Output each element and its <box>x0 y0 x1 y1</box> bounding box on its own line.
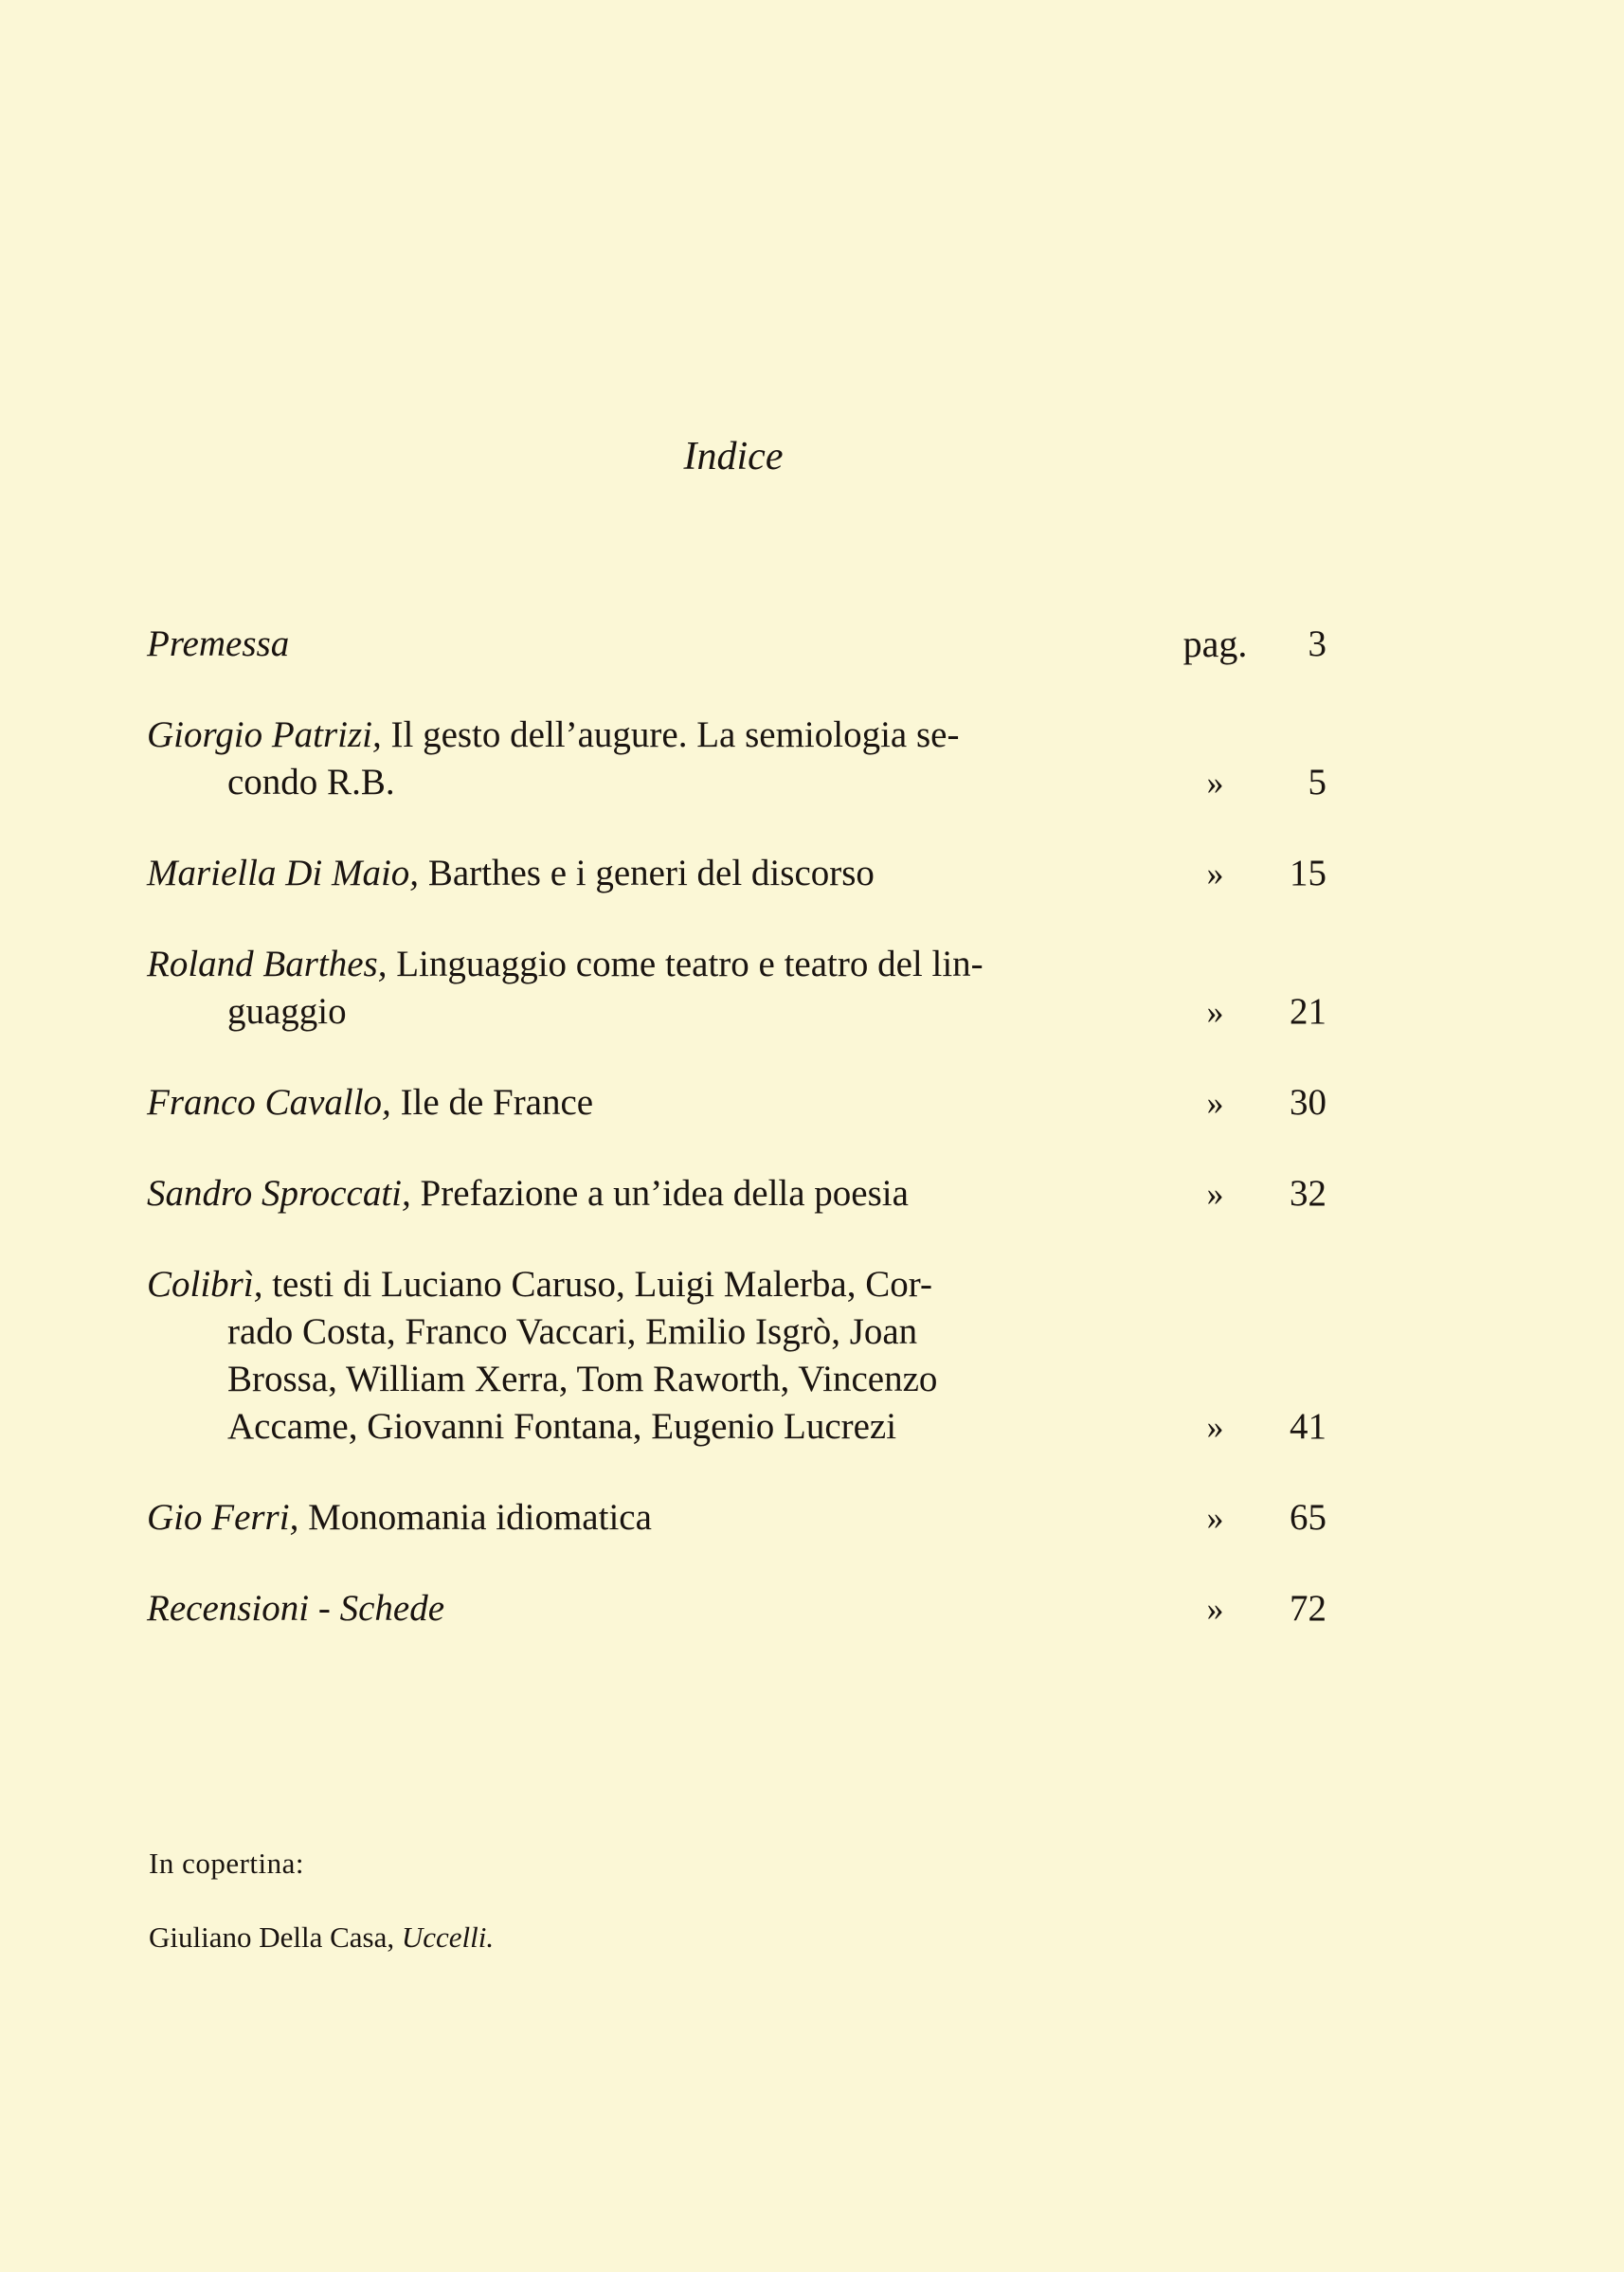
entry-text <box>147 850 1203 897</box>
entry-title: Ile de France <box>390 1082 594 1123</box>
toc-entry-patrizi <box>147 712 1326 806</box>
page-number: 21 <box>1290 991 1326 1032</box>
page-number: 3 <box>1308 623 1326 664</box>
entry-author: Premessa <box>147 623 290 664</box>
entry-title: Monomania idiomatica <box>298 1497 652 1538</box>
entry-text <box>147 1494 1203 1542</box>
entry-text <box>147 1170 1203 1217</box>
cover-artist: Giuliano Della Casa, <box>149 1920 402 1954</box>
page-number: 65 <box>1290 1497 1326 1538</box>
cover-credit <box>149 1919 494 1956</box>
ditto-marker: » <box>1206 993 1224 1031</box>
entry-author: Franco Cavallo, <box>147 1082 391 1123</box>
ditto-marker: » <box>1206 764 1224 802</box>
entry-text <box>147 1261 1203 1451</box>
toc-entry-colibri <box>147 1261 1326 1451</box>
entry-author: Giorgio Patrizi, <box>147 714 382 755</box>
cover-note <box>149 1845 494 1956</box>
entry-title: Il gesto dell’augure. La semiologia se- condo R.B. <box>227 714 960 802</box>
entry-title: Barthes e i generi del discorso <box>419 853 875 893</box>
page-title: Indice <box>683 435 784 478</box>
entry-title: Linguaggio come teatro e teatro del lin- guaggio <box>227 944 983 1032</box>
entry-title: Prefazione a un’idea della poesia <box>410 1173 909 1214</box>
ditto-marker: » <box>1206 1175 1224 1213</box>
entry-text <box>147 941 1203 1036</box>
entry-author: Sandro Sproccati, <box>147 1173 411 1214</box>
entry-text <box>147 621 1203 668</box>
page-number: 32 <box>1290 1173 1326 1214</box>
table-of-contents <box>147 621 1326 1676</box>
entry-author: Colibrì, <box>147 1264 263 1305</box>
entry-author: Roland Barthes, <box>147 944 388 984</box>
cover-artwork-title: Uccelli. <box>401 1920 495 1954</box>
ditto-marker: » <box>1206 1590 1224 1628</box>
entry-text <box>147 712 1203 806</box>
page-number: 41 <box>1290 1406 1326 1447</box>
toc-entry-sproccati <box>147 1170 1326 1217</box>
entry-author: Gio Ferri, <box>147 1497 299 1538</box>
ditto-marker: » <box>1206 1499 1224 1537</box>
entry-title: testi di Luciano Caruso, Luigi Malerba, Cor- rado Costa, Franco Vaccari, Emilio Isgrò, Joan Brossa, William Xerra, Tom Raworth, Vincenzo Accame, Giovanni Fontana, Eugenio Lucrezi <box>227 1264 938 1447</box>
page-number: 5 <box>1308 762 1326 802</box>
toc-entry-di-maio <box>147 850 1326 897</box>
toc-entry-premessa <box>147 621 1326 668</box>
entry-author: Recensioni - Schede <box>147 1588 445 1629</box>
ditto-marker: » <box>1206 1408 1224 1446</box>
toc-entry-ferri <box>147 1494 1326 1542</box>
page-number: 15 <box>1290 853 1326 893</box>
ditto-marker: » <box>1206 855 1224 893</box>
page-number: 72 <box>1290 1588 1326 1629</box>
entry-text <box>147 1585 1203 1632</box>
toc-entry-barthes <box>147 941 1326 1036</box>
toc-entry-recensioni <box>147 1585 1326 1632</box>
page-marker: pag. <box>1182 622 1248 665</box>
entry-author: Mariella Di Maio, <box>147 853 420 893</box>
cover-label: In copertina: <box>149 1847 305 1880</box>
toc-entry-cavallo <box>147 1079 1326 1127</box>
page-number: 30 <box>1290 1082 1326 1123</box>
entry-text <box>147 1079 1203 1127</box>
ditto-marker: » <box>1206 1084 1224 1122</box>
